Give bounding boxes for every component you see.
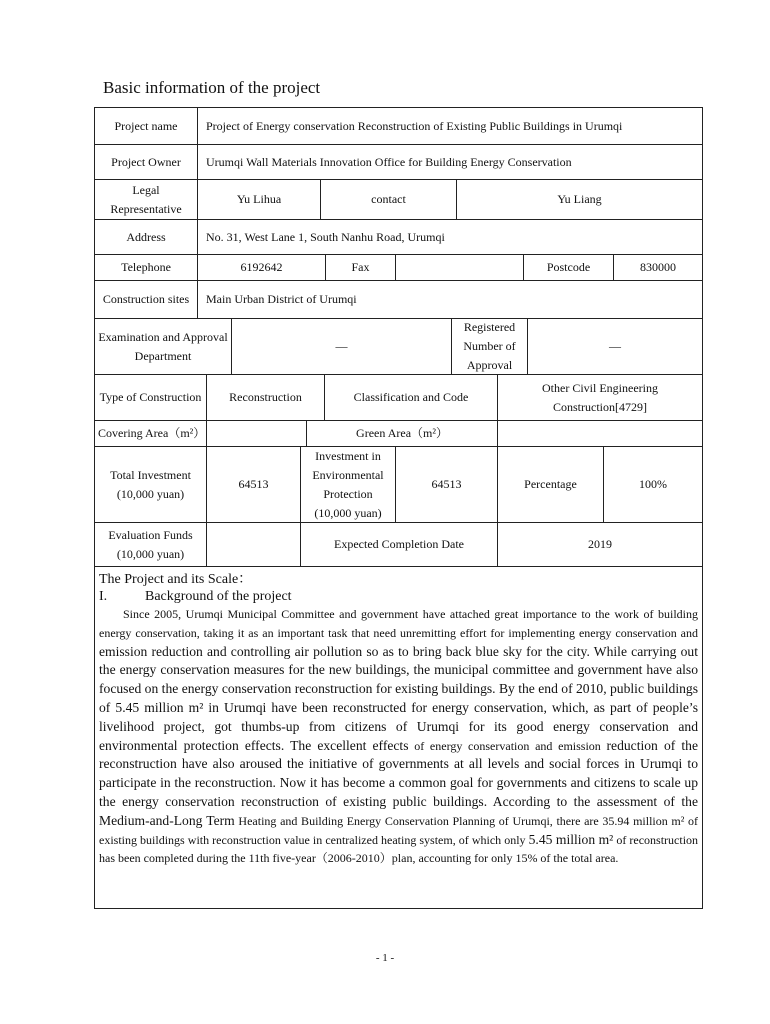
green-value: [498, 421, 702, 446]
table-row: [95, 180, 702, 220]
reg-value: —: [609, 339, 621, 353]
investment-label: Total Investment (10,000 yuan): [95, 447, 207, 522]
table-row: [95, 220, 702, 255]
green-label: Green Area（m²）: [307, 421, 498, 446]
reg-label: Registered Number of Approval: [452, 319, 528, 374]
table-row: [95, 523, 702, 567]
class-value: Other Civil Engineering Construction[4729]: [542, 380, 658, 414]
investment-value: 64513: [207, 447, 301, 522]
para-part: 5.45 million m²: [528, 831, 614, 847]
owner-label: Project Owner: [95, 145, 198, 179]
fax-value: [396, 255, 524, 280]
covering-value: [207, 421, 307, 446]
project-name-label: Project name: [95, 108, 198, 144]
table-row: [95, 319, 702, 375]
table-row: [95, 255, 702, 281]
type-label: Type of Construction: [95, 375, 207, 420]
para-part: Heating and Building Energy Conservation Planning of Urumqi, there are 35.94 million m² of existing buildings with reconstruction value in centralized heating system, of which only: [99, 813, 699, 847]
table-row: [95, 145, 702, 180]
legal-value: Yu Lihua: [198, 180, 321, 219]
eval-funds-value: [207, 523, 301, 566]
para-part: Since 2005, Urumqi Municipal Committee and government have attached great importance to the work of building energy conservation, taking it as an important task that need unremitting effort for implementing energy conservation and: [99, 607, 698, 640]
completion-label: Expected Completion Date: [301, 523, 498, 566]
project-scale-section: [95, 569, 702, 868]
para-part: emission reduction and controlling air pollution so as to bring back blue sky for the city. While carrying out the energy conservation measures for the new buildings, the municipal committee and government have also focused on the energy conservation reconstruction for existing buildings. By the end of 2010, public buildings of 5.45 million m² in Urumqi have been reconstructed for energy conservation, which, as part of people’s livelihood project, got thumbs-up from citizens of Urumqi for its good energy conservation and environmental protection effects. The excellent effects: [99, 643, 698, 753]
completion-value: 2019: [588, 537, 612, 551]
percentage-value: 100%: [639, 477, 667, 491]
page-title: Basic information of the project: [103, 78, 321, 97]
env-investment-value: 64513: [396, 447, 498, 522]
postcode-label: Postcode: [524, 255, 614, 280]
project-info-table: [94, 107, 703, 909]
scale-heading: The Project and its Scale：: [99, 572, 253, 587]
para-part: of reconstruction has been completed during the 11th five-year（2006-2010）plan, accounting for only 15% of the total area.: [99, 832, 699, 866]
telephone-label: Telephone: [95, 255, 198, 280]
class-label: Classification and Code: [325, 375, 498, 420]
address-value: No. 31, West Lane 1, South Nanhu Road, Urumqi: [206, 229, 445, 244]
postcode-value: 830000: [640, 260, 676, 274]
background-heading-text: Background of the project: [145, 589, 292, 604]
env-investment-label: Investment in Environmental Protection (10,000 yuan): [301, 447, 396, 522]
sites-label: Construction sites: [95, 281, 198, 318]
para-part: reduction of the reconstruction have also aroused the initiative of governments at all levels and social forces in Urumqi to participate in the reconstruction. Now it has become a common goal for governments and citizens to scale up the energy conservation reconstruction of existing public buildings. According to the assessment of the Medium-and-Long Term: [99, 737, 699, 828]
telephone-value: 6192642: [198, 255, 326, 280]
table-row: [95, 108, 702, 145]
type-value: Reconstruction: [207, 375, 325, 420]
exam-value: —: [232, 319, 452, 374]
project-name-value: Project of Energy conservation Reconstruction of Existing Public Buildings in Urumqi: [206, 118, 623, 133]
section-number: I.: [99, 589, 108, 604]
background-paragraph: [99, 605, 698, 868]
table-row: [95, 447, 702, 523]
address-label: Address: [95, 220, 198, 254]
table-row: [95, 421, 702, 447]
exam-label: Examination and Approval Department: [95, 319, 232, 374]
page-number: - 1 -: [375, 952, 395, 964]
eval-funds-label: Evaluation Funds (10,000 yuan): [95, 523, 207, 566]
covering-label: Covering Area（m²）: [95, 421, 207, 446]
fax-label: Fax: [326, 255, 396, 280]
percentage-label: Percentage: [498, 447, 604, 522]
sites-value: Main Urban District of Urumqi: [206, 292, 357, 306]
table-row: [95, 375, 702, 421]
background-heading: [99, 589, 698, 605]
para-part: of energy conservation and emission: [414, 738, 601, 753]
contact-value: Yu Liang: [557, 192, 602, 206]
legal-label: Legal Representative: [95, 180, 198, 219]
table-row: [95, 281, 702, 319]
owner-value: Urumqi Wall Materials Innovation Office for Building Energy Conservation: [206, 154, 572, 169]
contact-label: contact: [321, 180, 457, 219]
